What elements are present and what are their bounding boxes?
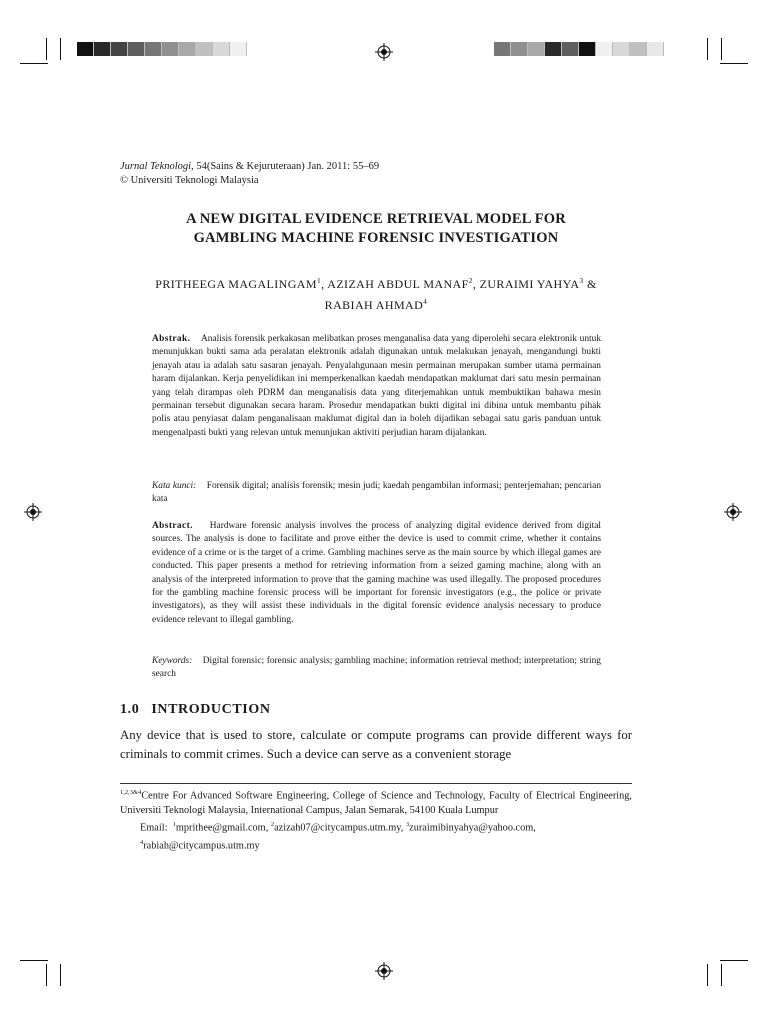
author-3: ZURAIMI YAHYA$^3$ & bbox=[479, 276, 597, 291]
author-2: AZIZAH ABDUL MANAF$^2$, bbox=[327, 276, 480, 291]
registration-mark-icon bbox=[375, 43, 393, 61]
registration-mark-icon bbox=[724, 503, 742, 521]
keywords-label: Keywords: bbox=[152, 656, 193, 666]
calibration-swatch bbox=[545, 42, 562, 56]
calibration-swatch bbox=[77, 42, 94, 56]
calibration-swatch bbox=[213, 42, 230, 56]
title-line-2: GAMBLING MACHINE FORENSIC INVESTIGATION bbox=[193, 230, 559, 246]
kata-kunci-paragraph bbox=[152, 480, 601, 507]
email-link[interactable]: rabiah@citycampus.utm.my bbox=[143, 840, 260, 852]
keywords-text: Digital forensic; forensic analysis; gambling machine; information retrieval method; interpretation; string search bbox=[152, 656, 601, 680]
calibration-swatch bbox=[494, 42, 511, 56]
abstrak-text: Analisis forensik perkakasan melibatkan proses menganalisa data yang diperolehi secara elektronik untuk menunjukkan bukti sama ada peralatan elektronik adalah digunakan untuk melakukan jenayah, mengandungi bukti jenayah atau ia adalah satu sasaran jenayah. Penyalahgunaan mesin permainan merupakan sumber utama permainan haram dijalankan. Kerja penyelidikan ini memperkenalkan kaedah mendapatkan maklumat dari satu mesin permainan yang telah dirampas oleh PDRM dan menganalisis data yang diterjemahkan untuk membuktikan bahawa mesin permainan tersebut digunakan secara haram. Prosedur mendapatkan bukti digital ini dibina untuk membantu pihak polis atau penyiasat dalam penganalisaan maklumat digital dan ia boleh dijadikan sebagai satu garis panduan untuk mengenalpasti bukti yang relevan untuk menunjukan aktiviti perjudian haram dijalankan. bbox=[152, 334, 602, 438]
author-1: PRITHEEGA MAGALINGAM$^1$, bbox=[155, 276, 328, 291]
section-heading bbox=[120, 702, 271, 718]
calibration-swatch bbox=[179, 42, 196, 56]
email-line: Email: $^1$mprithee@gmail.com, $^2$azizah07@citycampus.utm.my, $^3$zuraimibinyahya@yahoo.com, $^4$rabiah@citycampus.utm.my bbox=[140, 821, 536, 852]
section-title: INTRODUCTION bbox=[151, 702, 271, 717]
calibration-swatch bbox=[613, 42, 630, 56]
author-list bbox=[120, 272, 632, 314]
affiliation-footnote bbox=[120, 786, 632, 854]
kata-kunci-text: Forensik digital; analisis forensik; mesin judi; kaedah pengambilan informasi; penterjemahan; pencarian kata bbox=[152, 481, 602, 505]
calibration-swatch bbox=[511, 42, 528, 56]
journal-copyright: © Universiti Teknologi Malaysia bbox=[120, 175, 259, 186]
abstrak-paragraph bbox=[152, 333, 601, 440]
section-number: 1.0 bbox=[120, 702, 140, 717]
title-line-1: A NEW DIGITAL EVIDENCE RETRIEVAL MODEL FOR bbox=[186, 211, 566, 227]
email-link[interactable]: zuraimibinyahya@yahoo.com bbox=[409, 822, 534, 834]
calibration-swatch bbox=[596, 42, 613, 56]
journal-citation bbox=[120, 160, 379, 174]
journal-name: Jurnal Teknologi bbox=[120, 161, 192, 172]
calibration-swatch bbox=[196, 42, 213, 56]
journal-issue: , 54(Sains & Kejuruteraan) Jan. 2011: 55–69 bbox=[191, 161, 380, 172]
calibration-swatch bbox=[111, 42, 128, 56]
introduction-paragraph: Any device that is used to store, calculate or compute programs can provide different ways for criminals to commit crimes. Such a device can serve as a convenient storage bbox=[120, 728, 632, 761]
calibration-swatch bbox=[230, 42, 247, 56]
calibration-swatch bbox=[162, 42, 179, 56]
email-link[interactable]: azizah07@citycampus.utm.my bbox=[274, 822, 401, 834]
keywords-paragraph bbox=[152, 655, 601, 682]
author-4: RABIAH AHMAD$^4$ bbox=[324, 297, 428, 312]
calibration-swatch bbox=[128, 42, 145, 56]
calibration-swatch bbox=[145, 42, 162, 56]
abstrak-label: Abstrak. bbox=[152, 334, 191, 344]
calibration-bars-right bbox=[494, 42, 664, 56]
abstract-label: Abstract. bbox=[152, 521, 193, 531]
calibration-swatch bbox=[94, 42, 111, 56]
footnote-rule bbox=[120, 783, 632, 784]
affiliation: $^{1,2,3\&4}$Centre For Advanced Software Engineering, College of Science and Technology, Faculty of Electrical Engineering, Universiti Teknologi Malaysia, International Campus, Jalan Semarak, 54100 Kuala Lumpur bbox=[120, 789, 632, 816]
abstract-paragraph bbox=[152, 520, 601, 627]
abstract-text: Hardware forensic analysis involves the process of analyzing digital evidence derived from digital sources. The analysis is done to facilitate and prove either the device is used to commit crime, whether it contains evidence of a crime or is the target of a crime. Gambling machines serve as the main source by which illegal games are conducted. This paper presents a method for retrieving information from a seized gaming machine, along with an analysis of the interpreted information to prove that the gaming machine was used illegally. The proposed procedures for the gambling machine forensic process will be important for forensic investigators (e.g., the police or private investigators), as they will assist these individuals in the digital forensic evidence analysis necessary to produce evidence relevant to illegal gambling. bbox=[152, 521, 602, 625]
calibration-swatch bbox=[579, 42, 596, 56]
registration-mark-icon bbox=[24, 503, 42, 521]
registration-mark-icon bbox=[375, 962, 393, 980]
paper-title bbox=[120, 210, 632, 248]
journal-header bbox=[120, 160, 379, 188]
calibration-swatch bbox=[647, 42, 664, 56]
calibration-swatch bbox=[562, 42, 579, 56]
calibration-swatch bbox=[630, 42, 647, 56]
calibration-swatch bbox=[528, 42, 545, 56]
email-link[interactable]: mprithee@gmail.com bbox=[175, 822, 266, 834]
kata-kunci-label: Kata kunci: bbox=[152, 481, 197, 491]
calibration-bars-left bbox=[77, 42, 247, 56]
